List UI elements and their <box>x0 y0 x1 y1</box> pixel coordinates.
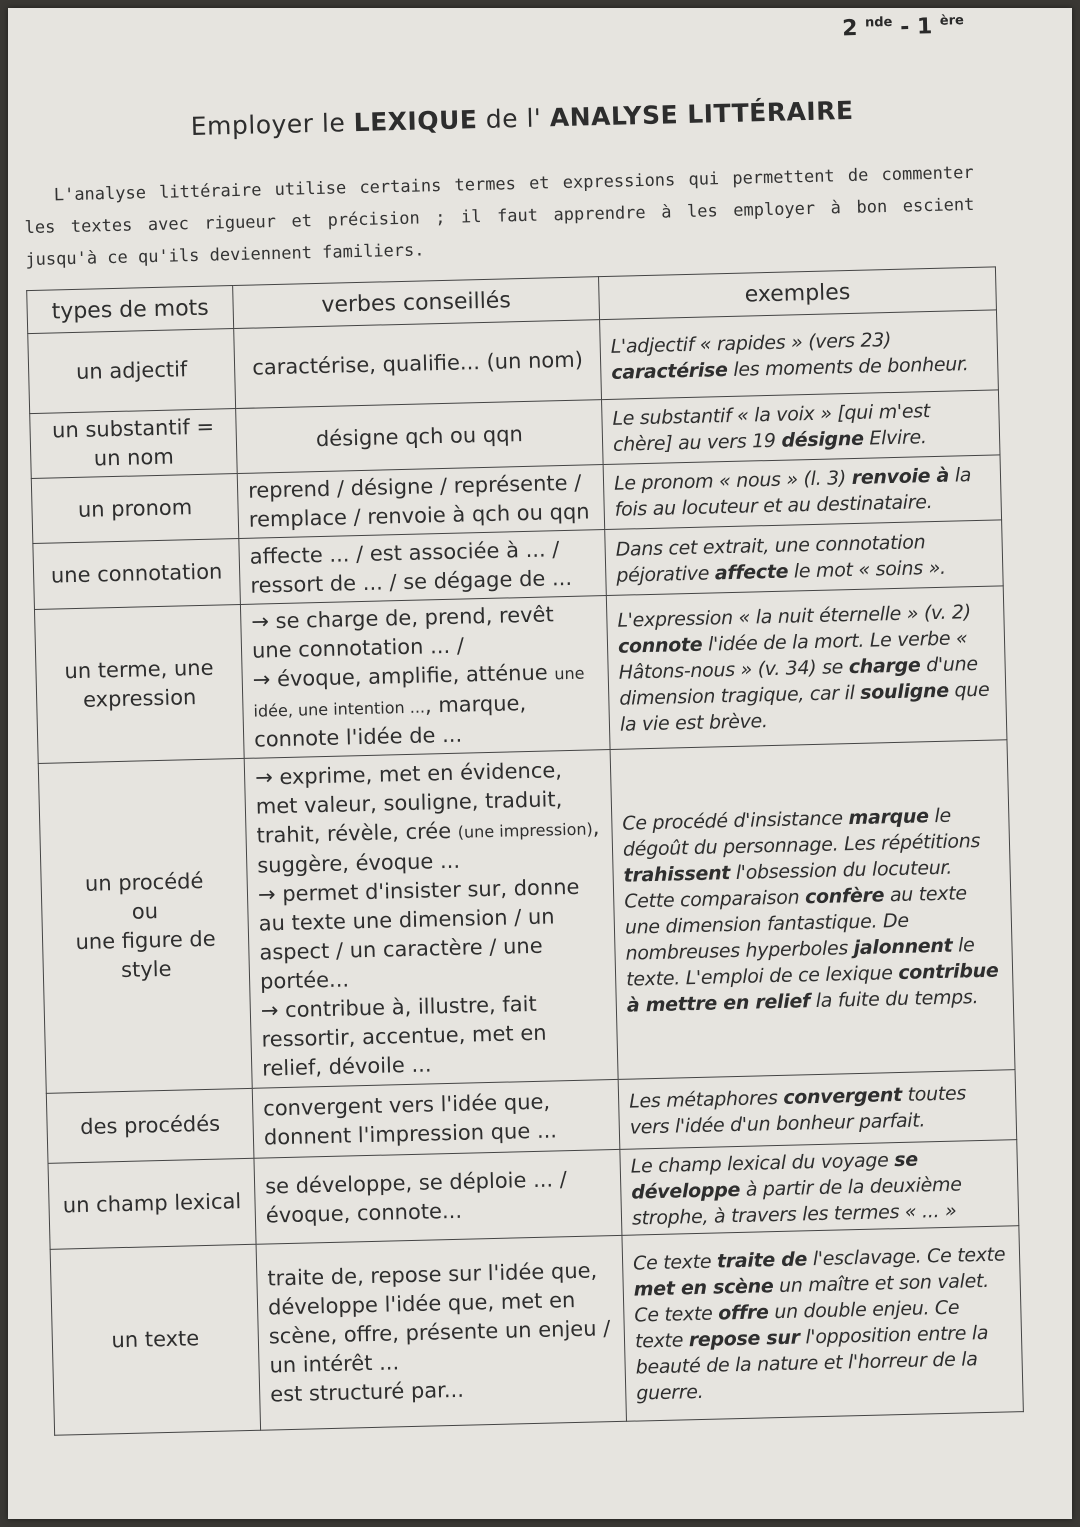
example: Le substantif « la voix » [qui m'est chère] au vers 19 désigne Elvire. <box>602 390 1000 465</box>
example: Ce procédé d'insistance marque le dégoût du personnage. Les répétitions trahissent l'obsession du locuteur. Cette comparaison confère au texte une dimension fantastique. De nombreuses hyperboles jalonnent le texte. L'emploi de ce lexique contribue à mettre en relief la fuite du temps. <box>610 740 1015 1080</box>
verbs: caractérise, qualifie... (un nom) <box>234 320 602 409</box>
table-row <box>50 1226 1023 1436</box>
verbs: traite de, repose sur l'idée que, développe l'idée que, met en scène, offre, présente un enjeu / un intérêt ... est structuré par... <box>256 1235 626 1430</box>
example: Dans cet extrait, une connotation péjorative affecte le mot « soins ». <box>605 520 1003 596</box>
table-row <box>38 740 1015 1094</box>
verbs: → se charge de, prend, revêt une connotation ... / → évoque, amplifie, atténue une idée, une intention ..., marque, connote l'idée de ... <box>240 596 610 759</box>
page-title: Employer le LEXIQUE de l' ANALYSE LITTÉRAIRE <box>190 95 854 142</box>
verbs: affecte ... / est associée à ... / ressort de ... / se dégage de ... <box>239 530 607 605</box>
intro-paragraph: L'analyse littéraire utilise certains termes et expressions qui permettent de commenter les textes avec rigueur et précision ; il faut apprendre à les employer à bon escient jusqu'à ce qu'ils deviennent familiers. <box>24 162 975 271</box>
word-type: des procédés <box>46 1088 254 1163</box>
table-row <box>34 586 1006 764</box>
word-type: un substantif = un nom <box>30 409 238 479</box>
verbs: désigne qch ou qqn <box>236 400 603 474</box>
verbs: reprend / désigne / représente / remplace / renvoie à qch ou qqn <box>237 465 604 539</box>
document-page <box>8 8 1072 1519</box>
word-type: un terme, une expression <box>34 604 244 763</box>
word-type: une connotation <box>33 538 241 609</box>
example: Le champ lexical du voyage se développe à partir de la deuxième strophe, à travers les termes « ... » <box>620 1140 1019 1236</box>
word-type: un champ lexical <box>48 1158 256 1249</box>
word-type: un adjectif <box>28 329 236 414</box>
example: Les métaphores convergent toutes vers l'idée d'un bonheur parfait. <box>618 1070 1017 1150</box>
verbs: se développe, se déploie ... / évoque, connote... <box>254 1149 622 1244</box>
example: Le pronom « nous » (l. 3) renvoie à la fois au locuteur et au destinataire. <box>603 455 1001 530</box>
header-types: types de mots <box>27 286 234 334</box>
verbs: → exprime, met en évidence, met valeur, souligne, traduit, trahit, révèle, crée (une impression), suggère, évoque ... → permet d'insister sur, donne au texte une dimension / un aspect / un caractère / une portée... → contribue à, illustre, fait ressortir, accentue, met en relief, dévoile ... <box>244 749 618 1088</box>
page-content <box>8 8 1072 1519</box>
word-type: un procédé ou une figure de style <box>38 758 252 1093</box>
example: Ce texte traite de l'esclavage. Ce texte met en scène un maître et son valet. Ce texte offre un double enjeu. Ce texte repose sur l'opposition entre la beauté de la nature et l'horreur de la guerre. <box>622 1226 1023 1422</box>
word-type: un pronom <box>31 474 239 544</box>
lexicon-table <box>26 266 1024 1435</box>
header-verbs: verbes conseillés <box>233 277 600 329</box>
verbs: convergent vers l'idée que, donnent l'impression que ... <box>252 1079 620 1158</box>
example: L'expression « la nuit éternelle » (v. 2) connote l'idée de la mort. Le verbe « Hâtons-nous » (v. 34) se charge d'une dimension tragique, car il souligne que la vie est brève. <box>606 586 1007 750</box>
header-examples: exemples <box>599 267 997 320</box>
example: L'adjectif « rapides » (vers 23) caractérise les moments de bonheur. <box>600 310 999 400</box>
word-type: un texte <box>50 1244 260 1435</box>
grade-label: 2 $^{nde}$ - 1 $^{ère}$ <box>841 13 965 42</box>
